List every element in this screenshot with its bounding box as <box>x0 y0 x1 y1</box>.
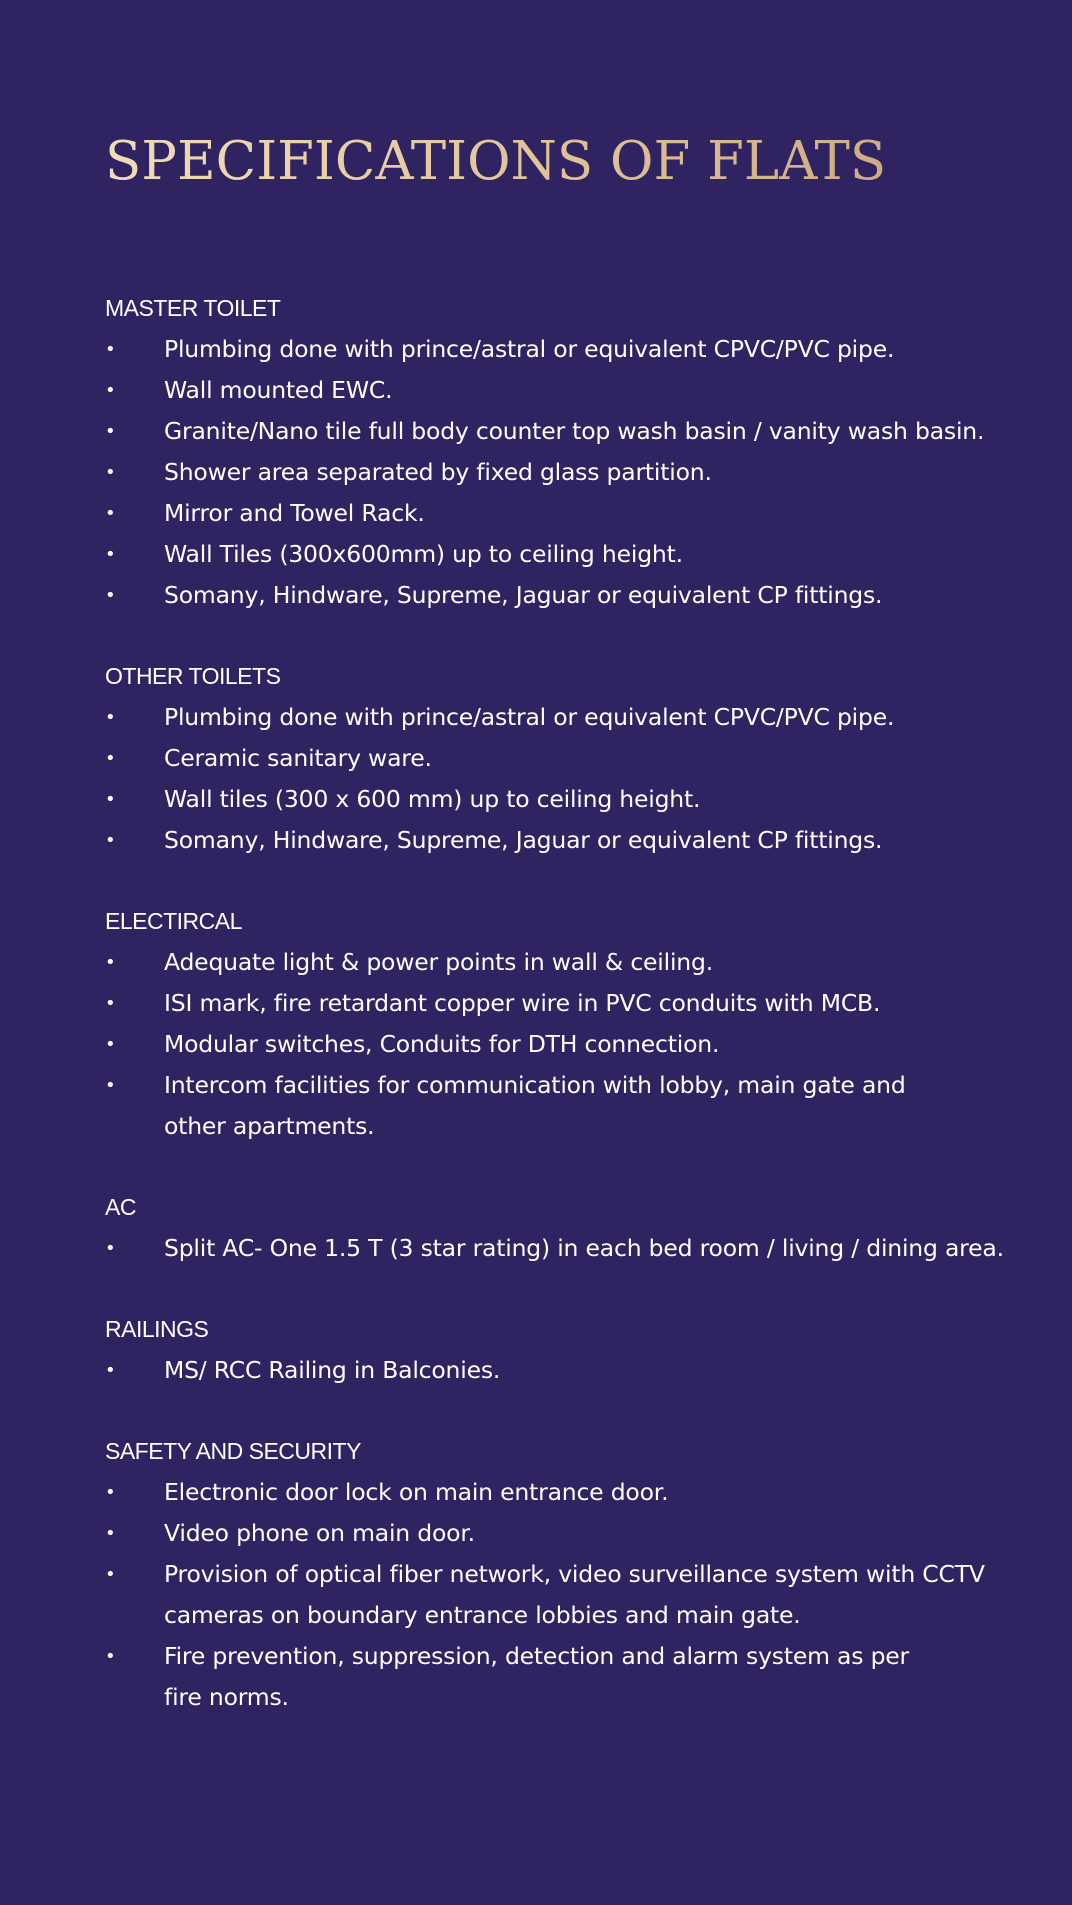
section-master-toilet <box>105 288 1032 616</box>
list-item <box>105 1554 1024 1636</box>
spec-list <box>105 942 1032 1147</box>
list-item-text: Wall mounted EWC. <box>164 376 393 404</box>
list-item-text: Plumbing done with prince/astral or equivalent CPVC/PVC pipe. <box>164 335 895 363</box>
bullet-icon: • <box>105 421 116 442</box>
bullet-icon: • <box>105 1360 116 1381</box>
list-item-text: Intercom facilities for communication with lobby, main gate and other apartments. <box>164 1071 906 1140</box>
bullet-icon: • <box>105 544 116 565</box>
list-item <box>105 411 1032 452</box>
list-item <box>105 697 1032 738</box>
list-item-text: Video phone on main door. <box>164 1519 475 1547</box>
list-item-text: ISI mark, fire retardant copper wire in PVC conduits with MCB. <box>164 989 881 1017</box>
spec-list <box>105 697 1032 861</box>
list-item-text: Provision of optical fiber network, video surveillance system with CCTV cameras on boundary entrance lobbies and main gate. <box>164 1560 985 1629</box>
list-item <box>105 738 1032 779</box>
spec-list <box>105 1350 1032 1391</box>
bullet-icon: • <box>105 789 116 810</box>
list-item-text: Electronic door lock on main entrance door. <box>164 1478 669 1506</box>
bullet-icon: • <box>105 1238 116 1259</box>
list-item <box>105 452 1032 493</box>
list-item <box>105 370 1032 411</box>
list-item <box>105 1472 1032 1513</box>
list-item <box>105 820 1032 861</box>
list-item <box>105 493 1032 534</box>
bullet-icon: • <box>105 1482 116 1503</box>
list-item <box>105 329 1032 370</box>
section-safety-security <box>105 1431 1032 1718</box>
list-item-text: Fire prevention, suppression, detection and alarm system as per fire norms. <box>164 1642 909 1711</box>
bullet-icon: • <box>105 1523 116 1544</box>
list-item-text: Plumbing done with prince/astral or equivalent CPVC/PVC pipe. <box>164 703 895 731</box>
list-item-text: Mirror and Towel Rack. <box>164 499 425 527</box>
list-item-text: Split AC- One 1.5 T (3 star rating) in each bed room / living / dining area. <box>164 1234 1004 1262</box>
list-item <box>105 1228 1032 1269</box>
bullet-icon: • <box>105 585 116 606</box>
section-other-toilets <box>105 656 1032 861</box>
list-item <box>105 779 1032 820</box>
list-item <box>105 983 1032 1024</box>
list-item <box>105 1065 924 1147</box>
bullet-icon: • <box>105 1646 116 1667</box>
list-item <box>105 1024 1032 1065</box>
list-item-text: Ceramic sanitary ware. <box>164 744 432 772</box>
section-railings <box>105 1309 1032 1391</box>
bullet-icon: • <box>105 993 116 1014</box>
list-item-text: Adequate light & power points in wall & ceiling. <box>164 948 713 976</box>
bullet-icon: • <box>105 830 116 851</box>
bullet-icon: • <box>105 1564 116 1585</box>
bullet-icon: • <box>105 748 116 769</box>
list-item-text: Modular switches, Conduits for DTH connection. <box>164 1030 720 1058</box>
bullet-icon: • <box>105 503 116 524</box>
list-item-text: MS/ RCC Railing in Balconies. <box>164 1356 501 1384</box>
spec-list <box>105 1228 1032 1269</box>
list-item <box>105 534 1032 575</box>
section-ac <box>105 1187 1032 1269</box>
list-item-text: Shower area separated by fixed glass partition. <box>164 458 712 486</box>
bullet-icon: • <box>105 339 116 360</box>
section-heading: MASTER TOILET <box>105 295 281 321</box>
section-heading: ELECTIRCAL <box>105 908 242 934</box>
bullet-icon: • <box>105 1034 116 1055</box>
bullet-icon: • <box>105 707 116 728</box>
bullet-icon: • <box>105 462 116 483</box>
list-item-text: Granite/Nano tile full body counter top wash basin / vanity wash basin. <box>164 417 985 445</box>
bullet-icon: • <box>105 952 116 973</box>
section-heading: AC <box>105 1194 136 1220</box>
list-item-text: Somany, Hindware, Supreme, Jaguar or equivalent CP fittings. <box>164 826 883 854</box>
list-item <box>105 1513 1032 1554</box>
section-heading: SAFETY AND SECURITY <box>105 1438 361 1464</box>
section-electrical <box>105 901 1032 1147</box>
bullet-icon: • <box>105 380 116 401</box>
list-item <box>105 1350 1032 1391</box>
list-item <box>105 575 1032 616</box>
page-title: SPECIFICATIONS OF FLATS <box>105 130 1032 194</box>
list-item <box>105 1636 924 1718</box>
spec-list <box>105 1472 1032 1718</box>
list-item-text: Wall Tiles (300x600mm) up to ceiling height. <box>164 540 683 568</box>
bullet-icon: • <box>105 1075 116 1096</box>
section-heading: OTHER TOILETS <box>105 663 281 689</box>
list-item <box>105 942 1032 983</box>
list-item-text: Wall tiles (300 x 600 mm) up to ceiling height. <box>164 785 701 813</box>
list-item-text: Somany, Hindware, Supreme, Jaguar or equivalent CP fittings. <box>164 581 883 609</box>
spec-list <box>105 329 1032 616</box>
section-heading: RAILINGS <box>105 1316 209 1342</box>
